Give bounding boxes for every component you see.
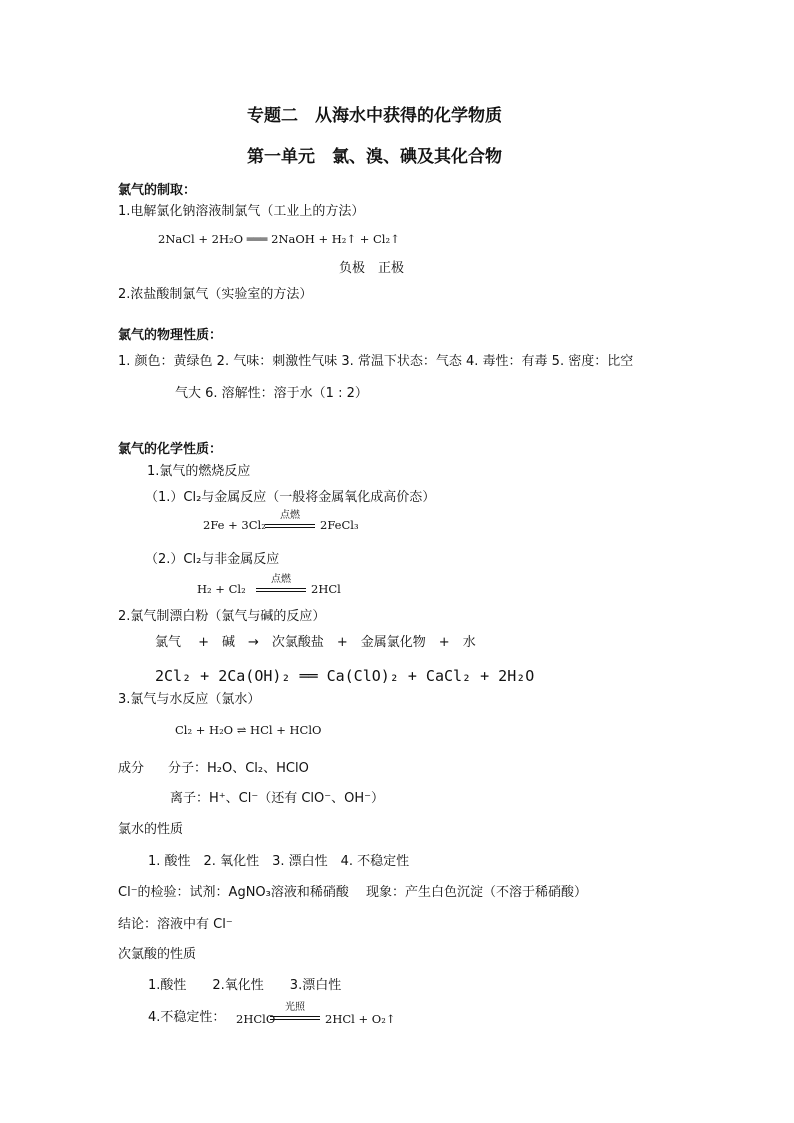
reaction-arrow	[270, 1002, 320, 1024]
chemical-heading: 氯气的化学性质：	[118, 442, 223, 457]
molecules-line: 分子：H₂O、Cl₂、HClO	[168, 761, 309, 776]
equation-right: 2HCl	[311, 582, 341, 596]
equation-left: H₂ + Cl₂	[197, 582, 246, 596]
double-line-bottom	[265, 527, 315, 528]
combustion-item: 1.氯气的燃烧反应	[147, 464, 251, 479]
bleach-equation: 2Cl₂ + 2Ca(OH)₂ ══ Ca(ClO)₂ + CaCl₂ + 2H₂O	[155, 667, 535, 685]
electrode-labels: 负极 正极	[339, 261, 405, 276]
chloride-test-line: Cl⁻的检验：试剂：AgNO₃溶液和稀硝酸 现象：产生白色沉淀（不溶于稀硝酸）	[118, 885, 587, 900]
physical-line-1: 1. 颜色：黄绿色 2. 气味：刺激性气味 3. 常温下状态：气态 4. 毒性：有毒 5. 密度：比空	[118, 354, 634, 369]
metal-reaction-item: （1.）Cl₂与金属反应（一般将金属氧化成高价态）	[145, 490, 436, 505]
bleach-word-equation: 氯气 + 碱 → 次氯酸盐 + 金属氯化物 + 水	[155, 635, 476, 650]
nonmetal-reaction-item: （2.）Cl₂与非金属反应	[145, 552, 280, 567]
ions-line: 离子：H⁺、Cl⁻（还有 ClO⁻、OH⁻）	[170, 791, 384, 806]
physical-heading: 氯气的物理性质：	[118, 328, 223, 343]
conclusion-line: 结论：溶液中有 Cl⁻	[118, 917, 233, 932]
reaction-arrow	[256, 574, 306, 596]
water-reaction-item: 3.氯气与水反应（氯水）	[118, 692, 261, 707]
condition-label: 点燃	[280, 510, 300, 521]
double-line-top	[256, 588, 306, 589]
equation-right: 2FeCl₃	[320, 518, 359, 532]
reaction-arrow	[265, 510, 315, 532]
electrolysis-equation: 2NaCl + 2H₂O ═══ 2NaOH + H₂↑ + Cl₂↑	[158, 232, 400, 246]
prep-item-2: 2.浓盐酸制氯气（实验室的方法）	[118, 287, 313, 302]
chlorine-water-props-heading: 氯水的性质	[118, 822, 184, 837]
prep-heading: 氯气的制取：	[118, 183, 197, 198]
hclo-props: 1.酸性 2.氧化性 3.漂白性	[148, 978, 342, 993]
unstable-label: 4.不稳定性：	[148, 1010, 226, 1025]
physical-line-2: 气大 6. 溶解性：溶于水（1 : 2）	[175, 386, 368, 401]
unit-title: 第一单元 氯、溴、碘及其化合物	[247, 147, 502, 167]
condition-label: 点燃	[271, 574, 291, 585]
equation-right: 2HCl + O₂↑	[325, 1012, 396, 1026]
prep-item-1: 1.电解氯化钠溶液制氯气（工业上的方法）	[118, 204, 365, 219]
equation-left: 2Fe + 3Cl₂	[203, 518, 266, 532]
condition-label: 光照	[285, 1002, 305, 1013]
double-line-bottom	[270, 1019, 320, 1020]
equation-left: 2HClO	[236, 1012, 276, 1026]
chlorine-water-props: 1. 酸性 2. 氧化性 3. 漂白性 4. 不稳定性	[148, 854, 410, 869]
topic-title: 专题二 从海水中获得的化学物质	[247, 106, 502, 126]
water-equation: Cl₂ + H₂O ⇌ HCl + HClO	[175, 723, 322, 737]
double-line-top	[265, 524, 315, 525]
hclo-heading: 次氯酸的性质	[118, 947, 197, 962]
double-line-top	[270, 1016, 320, 1017]
components-label: 成分	[118, 761, 145, 776]
double-line-bottom	[256, 591, 306, 592]
bleach-item: 2.氯气制漂白粉（氯气与碱的反应）	[118, 609, 326, 624]
